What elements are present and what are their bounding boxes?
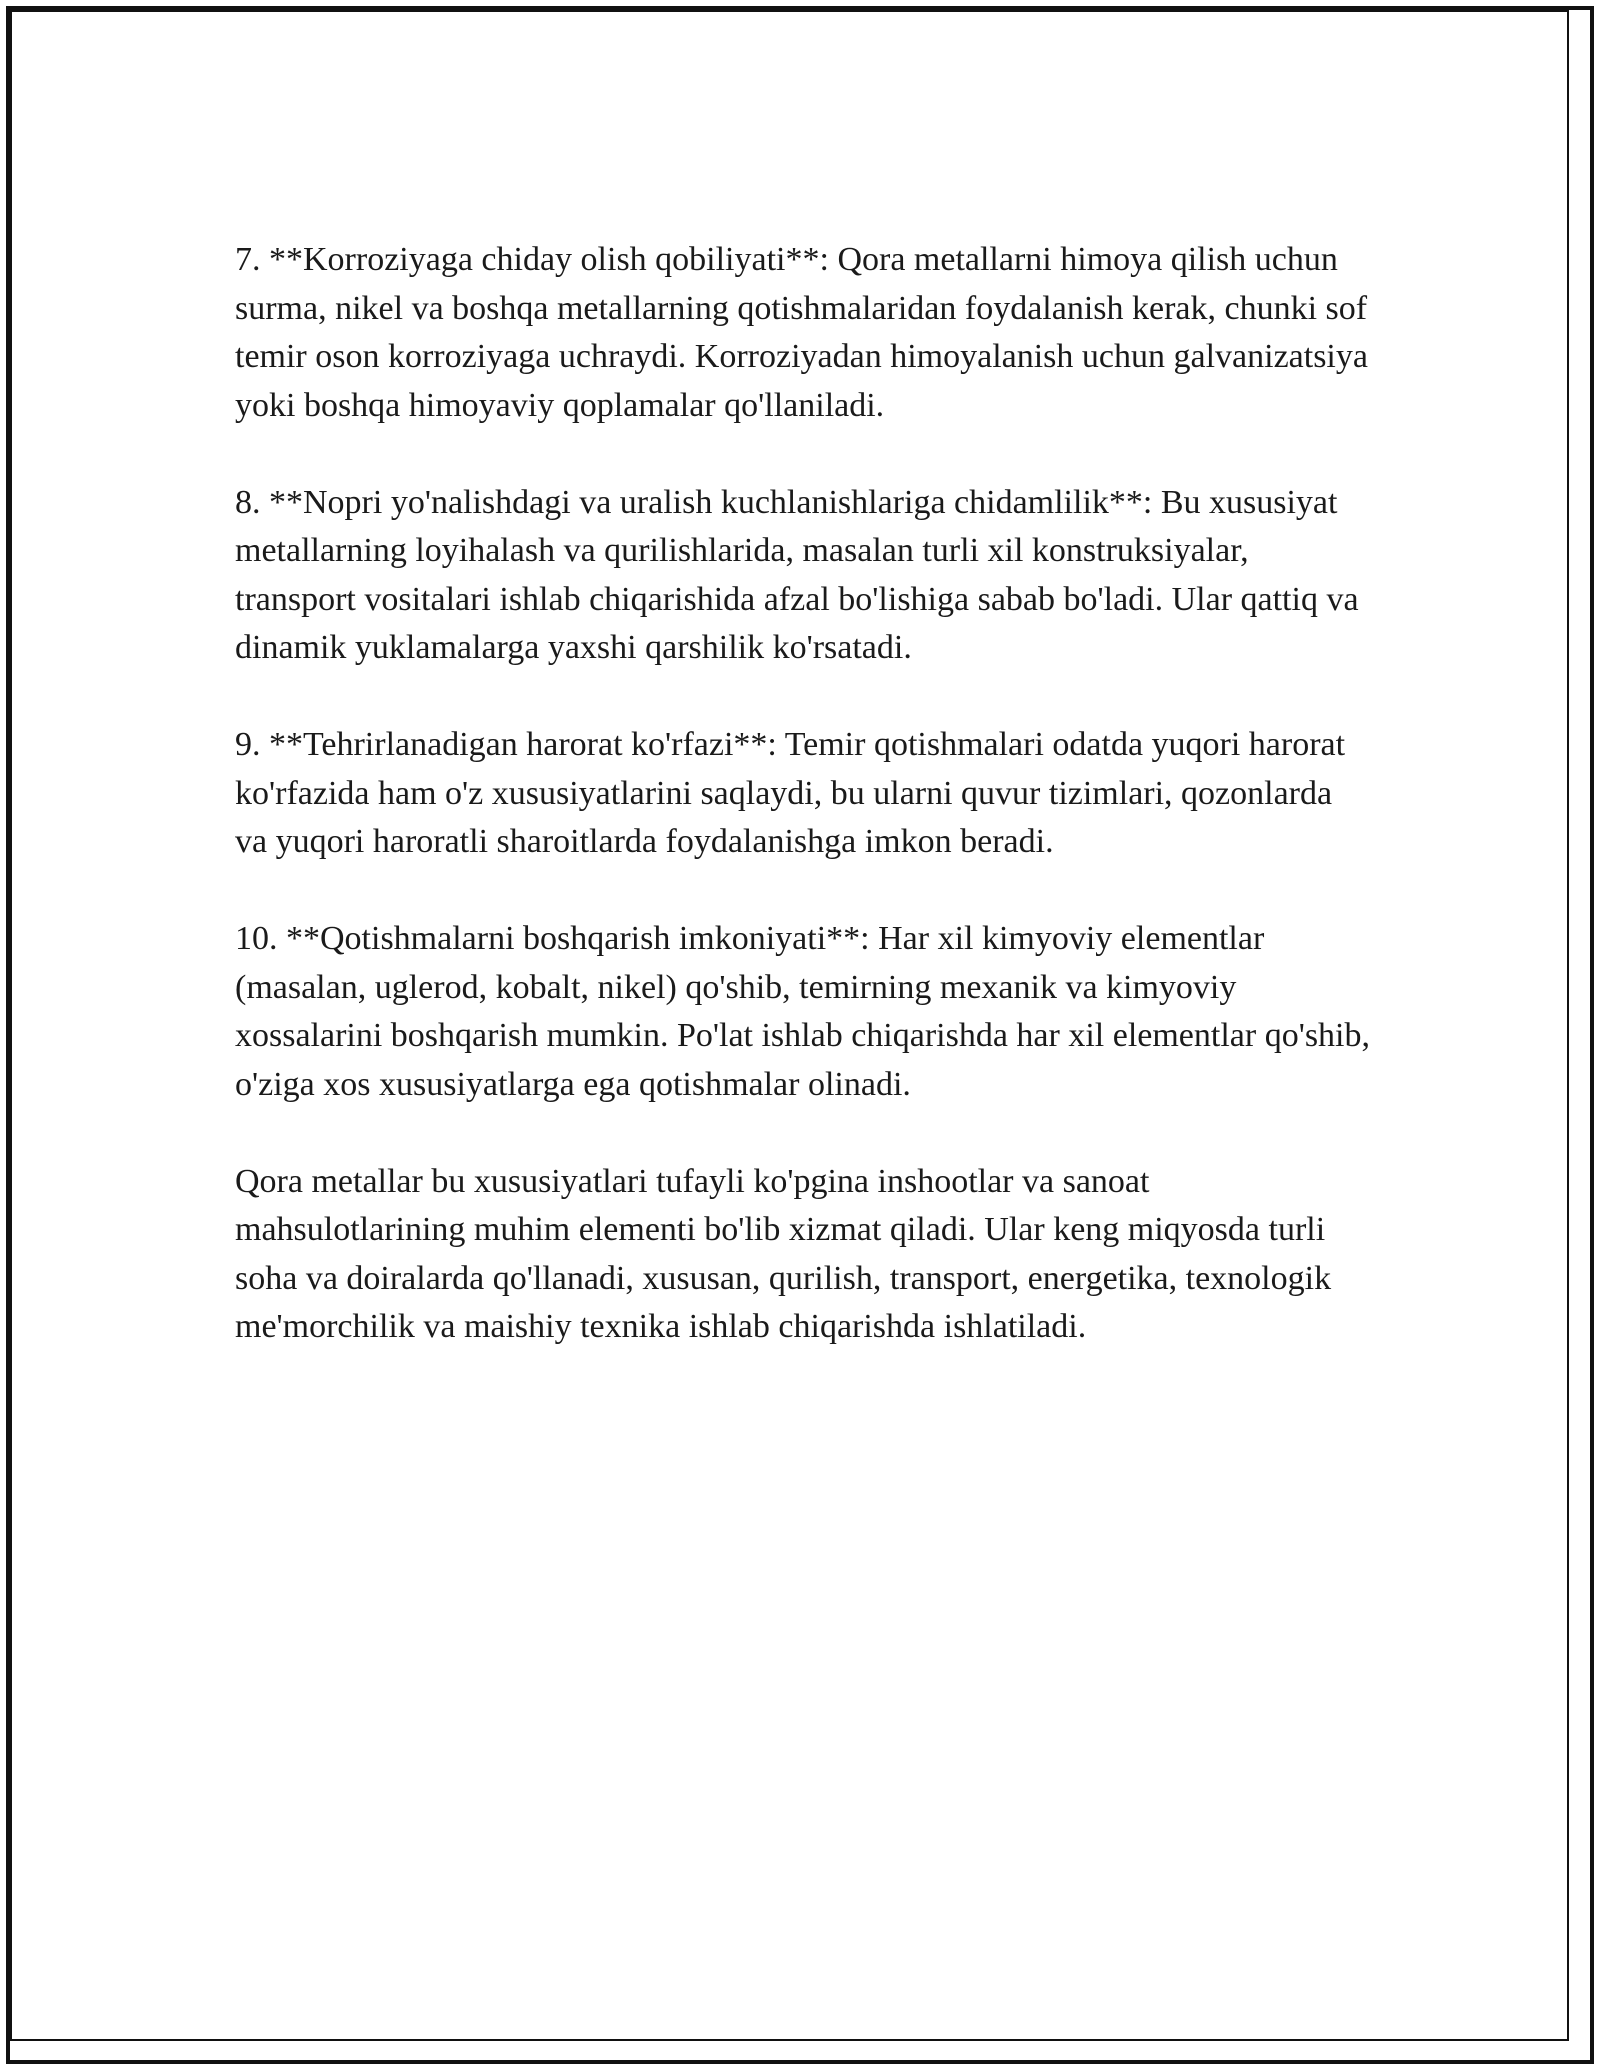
paragraph-alloy-control: 10. **Qotishmalarni boshqarish imkoniyati**: Har xil kimyoviy elementlar (masalan, uglerod, kobalt, nikel) qo'shib, temirning mexanik va kimyoviy xossalarini boshqarish mumkin. Po'lat ishlab chiqarishda har xil elementlar qo'shib, o'ziga xos xususiyatlarga ega qotishmalar olinadi. — [235, 920, 1370, 1103]
paragraph-conclusion: Qora metallar bu xususiyatlari tufayli ko'pgina inshootlar va sanoat mahsulotlarining muhim elementi bo'lib xizmat qiladi. Ular keng miqyosda turli soha va doiralarda qo'llanadi, xususan, qurilish, transport, energetika, texnologik me'morchilik va maishiy texnika ishlab chiqarishda ishlatiladi. — [235, 1162, 1332, 1345]
document-body — [235, 236, 1370, 1400]
paragraph-temperature-range: 9. **Tehrirlanadigan harorat ko'rfazi**: Temir qotishmalari odatda yuqori harorat ko'rfazida ham o'z xususiyatlarini saqlaydi, bu ularni quvur tizimlari, qozonlarda va yuqori haroratli sharoitlarda foydalanishga imkon beradi. — [235, 726, 1346, 860]
paragraph-corrosion-resistance: 7. **Korroziyaga chiday olish qobiliyati**: Qora metallarni himoya qilish uchun surma, nikel va boshqa metallarning qotishmalaridan foydalanish kerak, chunki sof temir oson korroziyaga uchraydi. Korroziyadan himoyalanish uchun galvanizatsiya yoki boshqa himoyaviy qoplamalar qo'llaniladi. — [235, 241, 1368, 424]
paragraph-load-resistance: 8. **Nopri yo'nalishdagi va uralish kuchlanishlariga chidamlilik**: Bu xususiyat metallarning loyihalash va qurilishlarida, masalan turli xil konstruksiyalar, transport vositalari ishlab chiqarishida afzal bo'lishiga sabab bo'ladi. Ular qattiq va dinamik yuklamalarga yaxshi qarshilik ko'rsatadi. — [235, 483, 1359, 666]
